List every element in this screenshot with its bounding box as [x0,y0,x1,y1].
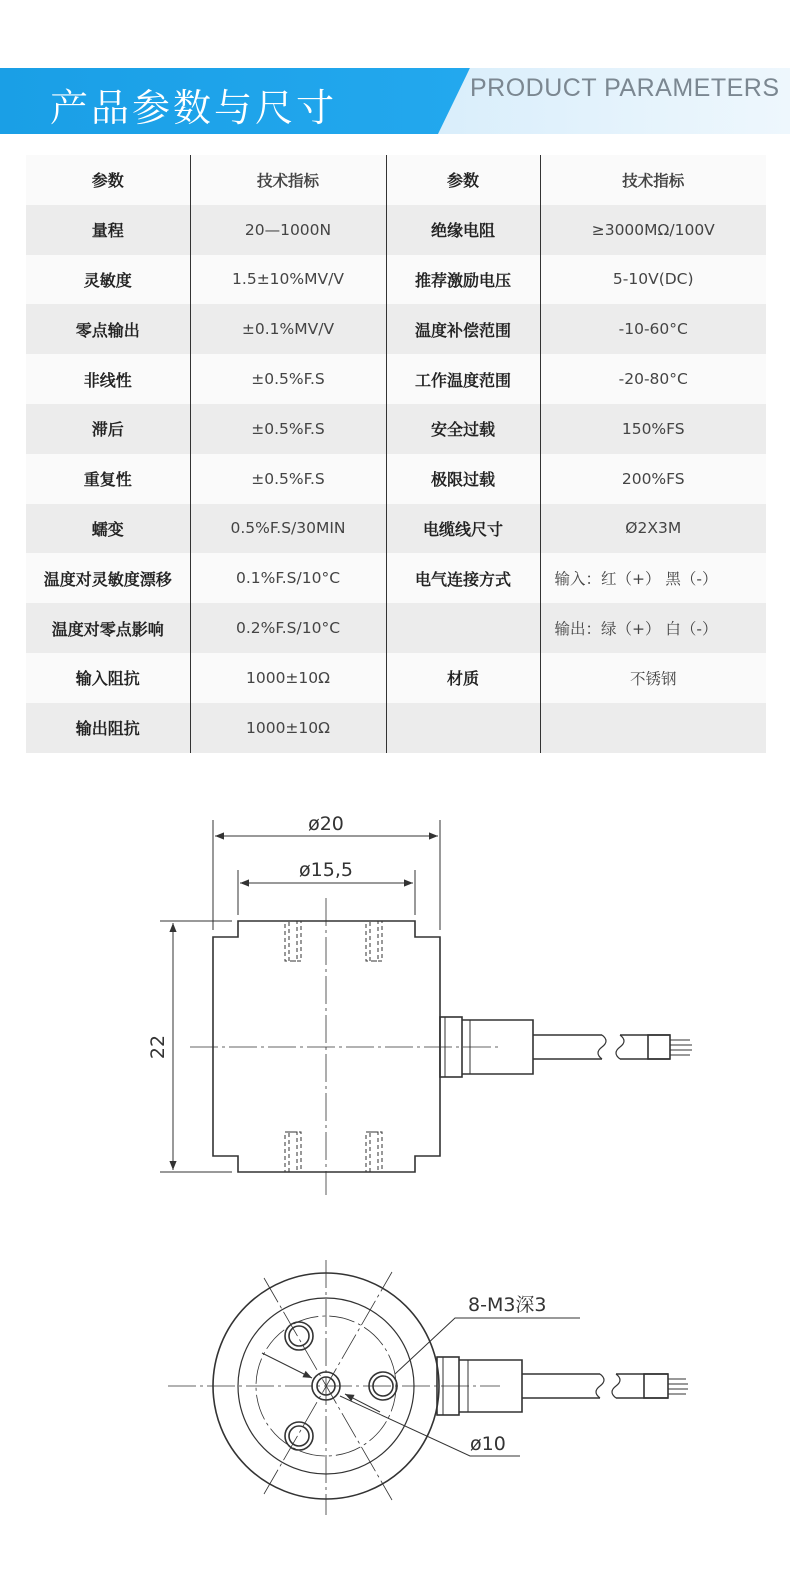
param-name-cell: 输入阻抗 [26,653,190,703]
param-name-cell: 电缆线尺寸 [386,504,540,554]
param-value-cell: -10-60°C [540,304,766,354]
param-name-cell: 温度对灵敏度漂移 [26,553,190,603]
param-name-cell: 蠕变 [26,504,190,554]
table-header-cell: 技术指标 [540,155,766,205]
param-name-cell: 重复性 [26,454,190,504]
param-value-cell: 输出：绿（+） 白（-） [540,603,766,653]
param-value-cell: 5-10V(DC) [540,255,766,305]
dim-center-label: ø10 [470,1433,506,1455]
param-name-cell: 滞后 [26,404,190,454]
param-name-cell: 温度对零点影响 [26,603,190,653]
param-name-cell: 零点输出 [26,304,190,354]
top-view [168,1260,688,1515]
dim-thread-label: 8-M3深3 [468,1294,547,1316]
dim-inner-label: ø15,5 [299,859,353,881]
table-header-cell: 参数 [26,155,190,205]
banner-title-en: PRODUCT PARAMETERS [470,74,780,102]
param-value-cell: 1.5±10%MV/V [190,255,386,305]
param-name-cell: 电气连接方式 [386,553,540,603]
dim-outer-label: ø20 [308,813,344,835]
param-name-cell: 绝缘电阻 [386,205,540,255]
table-header-cell: 技术指标 [190,155,386,205]
side-view [160,820,692,1195]
param-value-cell: 0.1%F.S/10°C [190,553,386,603]
param-value-cell: 1000±10Ω [190,653,386,703]
param-value-cell: 1000±10Ω [190,703,386,753]
sensor-body-outline [213,921,440,1172]
param-name-cell: 材质 [386,653,540,703]
dim-height-label: 22 [147,1034,169,1060]
param-value-cell: Ø2X3M [540,504,766,554]
param-name-cell: 推荐激励电压 [386,255,540,305]
param-name-cell: 安全过载 [386,404,540,454]
param-value-cell: ±0.5%F.S [190,404,386,454]
param-name-cell: 工作温度范围 [386,354,540,404]
param-name-cell: 温度补偿范围 [386,304,540,354]
table-header-cell: 参数 [386,155,540,205]
param-value-cell: ±0.1%MV/V [190,304,386,354]
param-value-cell: ±0.5%F.S [190,454,386,504]
param-name-cell: 量程 [26,205,190,255]
param-value-cell: 0.2%F.S/10°C [190,603,386,653]
banner-title-cn: 产品参数与尺寸 [50,86,338,130]
param-name-cell: 极限过载 [386,454,540,504]
param-value-cell: 20—1000N [190,205,386,255]
param-value-cell: 150%FS [540,404,766,454]
param-value-cell: 不锈钢 [540,653,766,703]
param-value-cell: 0.5%F.S/30MIN [190,504,386,554]
param-name-cell: 灵敏度 [26,255,190,305]
param-value-cell: -20-80°C [540,354,766,404]
param-value-cell: ≥3000MΩ/100V [540,205,766,255]
param-value-cell: 输入：红（+） 黑（-） [540,553,766,603]
param-value-cell: ±0.5%F.S [190,354,386,404]
param-name-cell: 输出阻抗 [26,703,190,753]
param-value-cell: 200%FS [540,454,766,504]
param-name-cell: 非线性 [26,354,190,404]
